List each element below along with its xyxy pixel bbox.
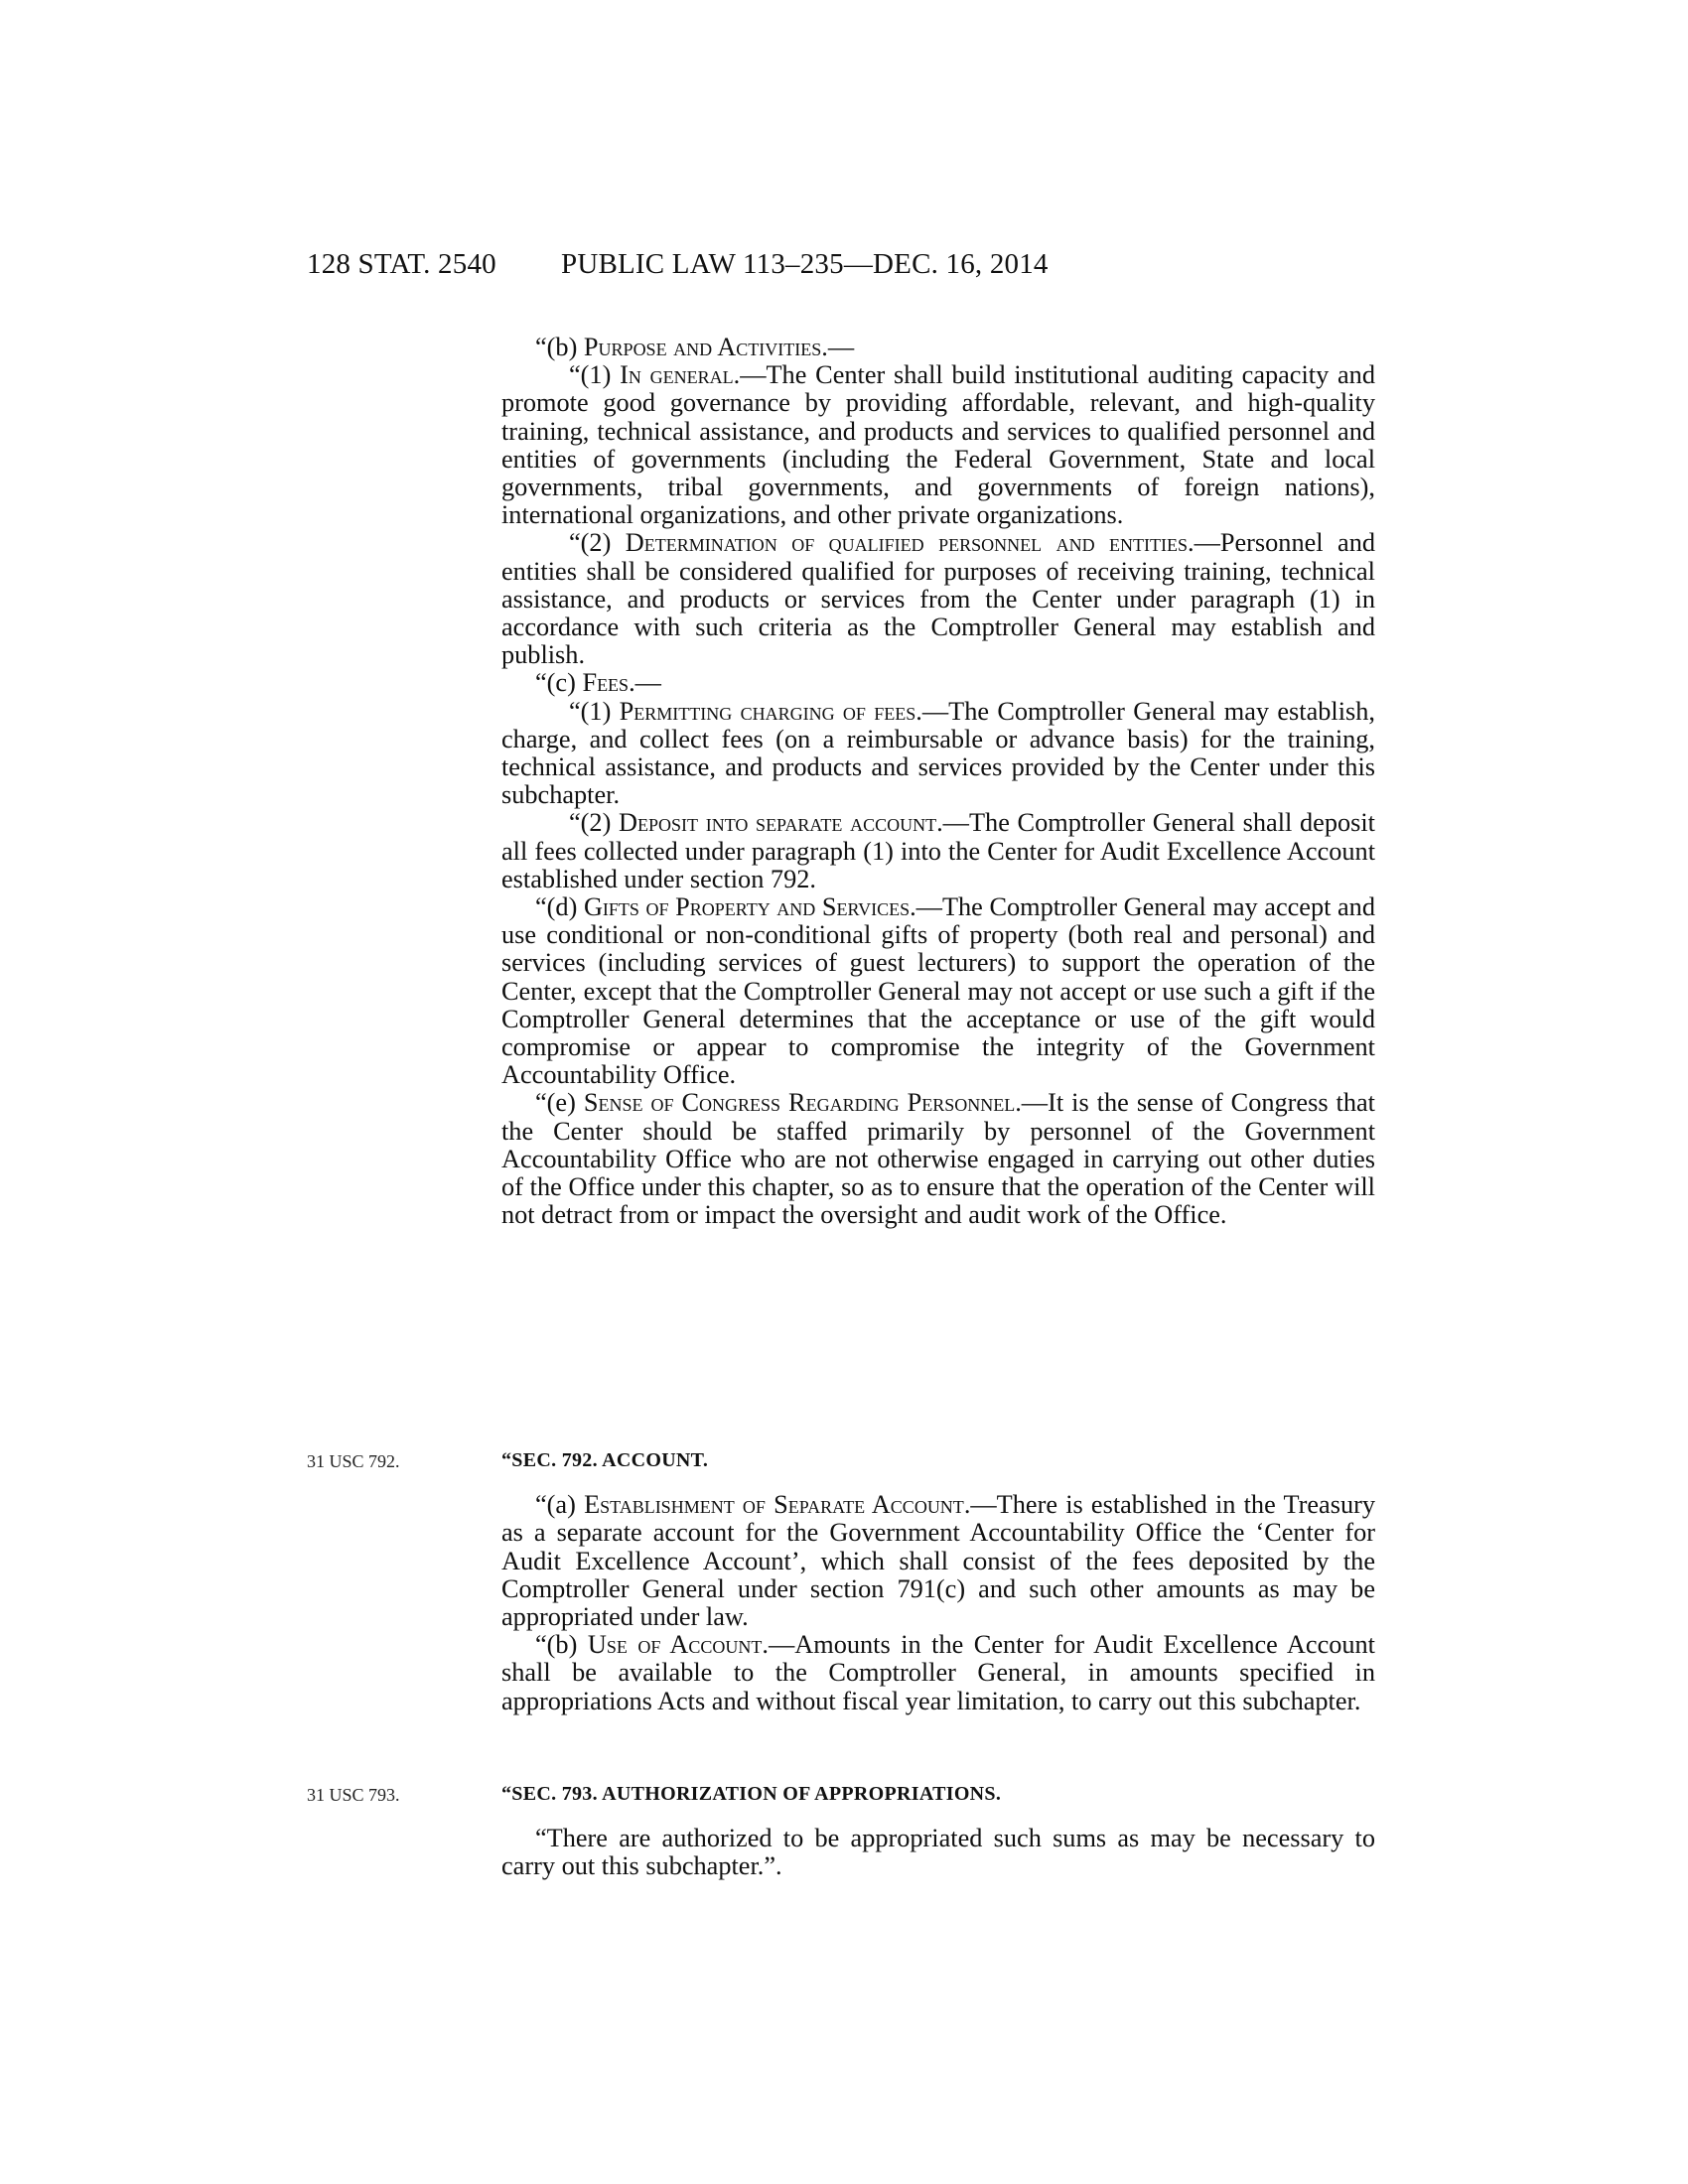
paragraph-b1: “(1) In general.—The Center shall build institutional auditing capacity and promote good governance by providing affordable, relevant, and high-quality training, technical assistance, and products and services to qualified personnel and entities of governments (including the Federal Government, State and local governments, tribal governments, and governments of foreign nations), international organizations, and other private organizations. [501,360,1375,530]
subsection-c-heading: “(c) Fees.— [535,668,661,698]
section-792-subsection-b: “(b) Use of Account.—Amounts in the Center for Audit Excellence Account shall be available to the Comptroller General, in amounts specified in appropriations Acts and without fiscal year limitation, to carry out this subchapter. [501,1630,1375,1715]
paragraph-c2: “(2) Deposit into separate account.—The Comptroller General shall deposit all fees collected under paragraph (1) into the Center for Audit Excellence Account established under section 792. [501,808,1375,893]
section-793-heading: “SEC. 793. AUTHORIZATION OF APPROPRIATIONS. [501,1783,1002,1805]
running-title: PUBLIC LAW 113–235—DEC. 16, 2014 [561,248,1049,280]
section-792-subsection-a: “(a) Establishment of Separate Account.—There is established in the Treasury as a separate account for the Government Accountability Office the ‘Center for Audit Excellence Account’, which shall consist of the fees deposited by the Comptroller General under section 791(c) and such other amounts as may be appropriated under law. [501,1490,1375,1632]
subsection-d: “(d) Gifts of Property and Services.—The Comptroller General may accept and use conditional or non-conditional gifts of property (both real and personal) and services (including services of guest lecturers) to support the operation of the Center, except that the Comptroller General may not accept or use such a gift if the Comptroller General determines that the acceptance or use of the gift would compromise or appear to compromise the integrity of the Government Accountability Office. [501,892,1375,1090]
page-header [0,248,1688,288]
section-791-continuation [501,334,1375,1230]
section-793-text: “There are authorized to be appropriated such sums as may be necessary to carry out this subchapter.”. [501,1824,1375,1881]
statute-page-number: 128 STAT. 2540 [307,248,496,280]
paragraph-b2: “(2) Determination of qualified personnel and entities.—Personnel and entities shall be considered qualified for purposes of receiving training, technical assistance, and products or services from the Center under paragraph (1) in accordance with such criteria as the Comptroller General may establish and publish. [501,528,1375,670]
subsection-e: “(e) Sense of Congress Regarding Personnel.—It is the sense of Congress that the Center should be staffed primarily by personnel of the Government Accountability Office who are not otherwise engaged in carrying out other duties of the Office under this chapter, so as to ensure that the operation of the Center will not detract from or impact the oversight and audit work of the Office. [501,1088,1375,1230]
subsection-b-heading: “(b) Purpose and Activities.— [535,333,855,361]
section-792-heading: “SEC. 792. ACCOUNT. [501,1449,709,1471]
paragraph-c1: “(1) Permitting charging of fees.—The Comptroller General may establish, charge, and collect fees (on a reimbursable or advance basis) for the training, technical assistance, and products and services provided by the Center under this subchapter. [501,696,1375,810]
section-793 [501,1780,1375,1881]
margin-note-793: 31 USC 793. [307,1785,400,1805]
margin-note-792: 31 USC 792. [307,1451,400,1471]
section-792 [501,1446,1375,1715]
